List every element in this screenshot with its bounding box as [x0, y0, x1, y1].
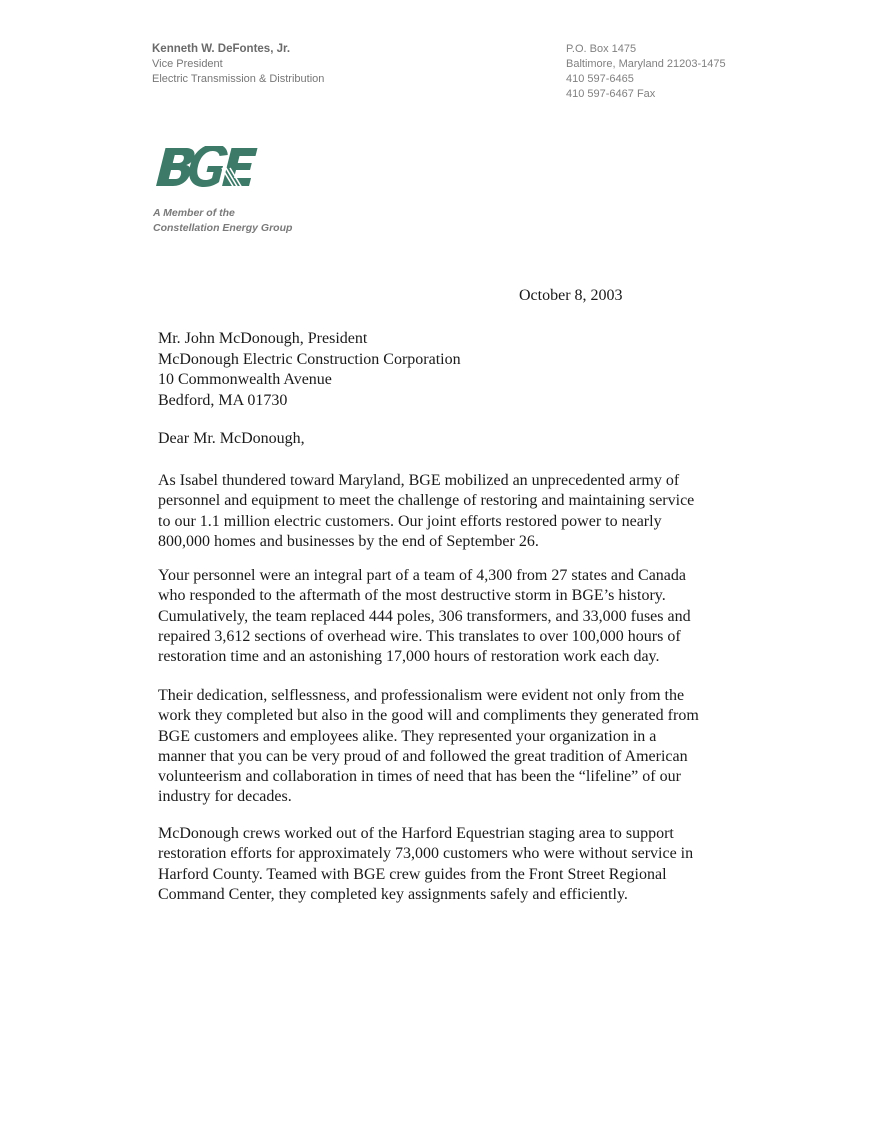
tagline-line-2: Constellation Energy Group: [153, 221, 293, 234]
phone-number: 410 597-6465: [566, 73, 634, 85]
recipient-address: [158, 329, 461, 411]
tagline-line-1: A Member of the: [153, 207, 235, 219]
paragraph-line: personnel and equipment to meet the challenge of restoring and maintaining service: [158, 492, 695, 510]
paragraph-line: restoration efforts for approximately 73,000 customers who were without service in: [158, 845, 694, 863]
contact-block: [566, 42, 726, 102]
body-paragraph: [158, 471, 758, 552]
paragraph-line: Your personnel were an integral part of a team of 4,300 from 27 states and Canada: [158, 567, 686, 584]
letter-date: October 8, 2003: [519, 287, 623, 304]
fax-number: 410 597-6467 Fax: [566, 88, 656, 100]
recipient-street: 10 Commonwealth Avenue: [158, 371, 332, 388]
body-paragraph: [158, 824, 758, 905]
salutation: Dear Mr. McDonough,: [158, 430, 305, 447]
sender-title: Vice President: [152, 58, 223, 70]
bge-logo-icon: [152, 146, 258, 190]
sender-department: Electric Transmission & Distribution: [152, 73, 325, 85]
body-paragraph: [158, 686, 758, 808]
paragraph-line: industry for decades.: [158, 788, 292, 806]
po-box: P.O. Box 1475: [566, 43, 637, 55]
recipient-city: Bedford, MA 01730: [158, 391, 288, 409]
sender-name: Kenneth W. DeFontes, Jr.: [152, 43, 291, 55]
paragraph-line: McDonough crews worked out of the Harford Equestrian staging area to support: [158, 825, 674, 842]
paragraph-line: repaired 3,612 sections of overhead wire. This translates to over 100,000 hours of: [158, 627, 681, 645]
paragraph-line: work they completed but also in the good will and compliments they generated from: [158, 707, 699, 725]
paragraph-line: Command Center, they completed key assignments safely and efficiently.: [158, 885, 628, 903]
paragraph-line: who responded to the aftermath of the most destructive storm in BGE’s history.: [158, 587, 666, 605]
paragraph-line: 800,000 homes and businesses by the end of September 26.: [158, 532, 539, 550]
paragraph-line: Harford County. Teamed with BGE crew guides from the Front Street Regional: [158, 865, 667, 883]
recipient-name: Mr. John McDonough, President: [158, 330, 368, 347]
company-tagline: [153, 206, 292, 235]
city-state-zip: Baltimore, Maryland 21203-1475: [566, 58, 726, 70]
paragraph-line: to our 1.1 million electric customers. Our joint efforts restored power to nearly: [158, 512, 662, 530]
recipient-company: McDonough Electric Construction Corporation: [158, 350, 461, 368]
paragraph-line: restoration time and an astonishing 17,000 hours of restoration work each day.: [158, 648, 660, 666]
sender-block: [152, 42, 324, 87]
paragraph-line: volunteerism and collaboration in times of need that has been the “lifeline” of our: [158, 768, 681, 786]
paragraph-line: As Isabel thundered toward Maryland, BGE mobilized an unprecedented army of: [158, 472, 680, 489]
body-paragraph: [158, 566, 758, 667]
paragraph-line: Their dedication, selflessness, and professionalism were evident not only from the: [158, 687, 685, 704]
paragraph-line: Cumulatively, the team replaced 444 poles, 306 transformers, and 33,000 fuses and: [158, 607, 691, 625]
bge-logo: [152, 146, 258, 190]
paragraph-line: manner that you can be very proud of and followed the great tradition of American: [158, 747, 688, 765]
paragraph-line: BGE customers and employees alike. They represented your organization in a: [158, 727, 657, 745]
